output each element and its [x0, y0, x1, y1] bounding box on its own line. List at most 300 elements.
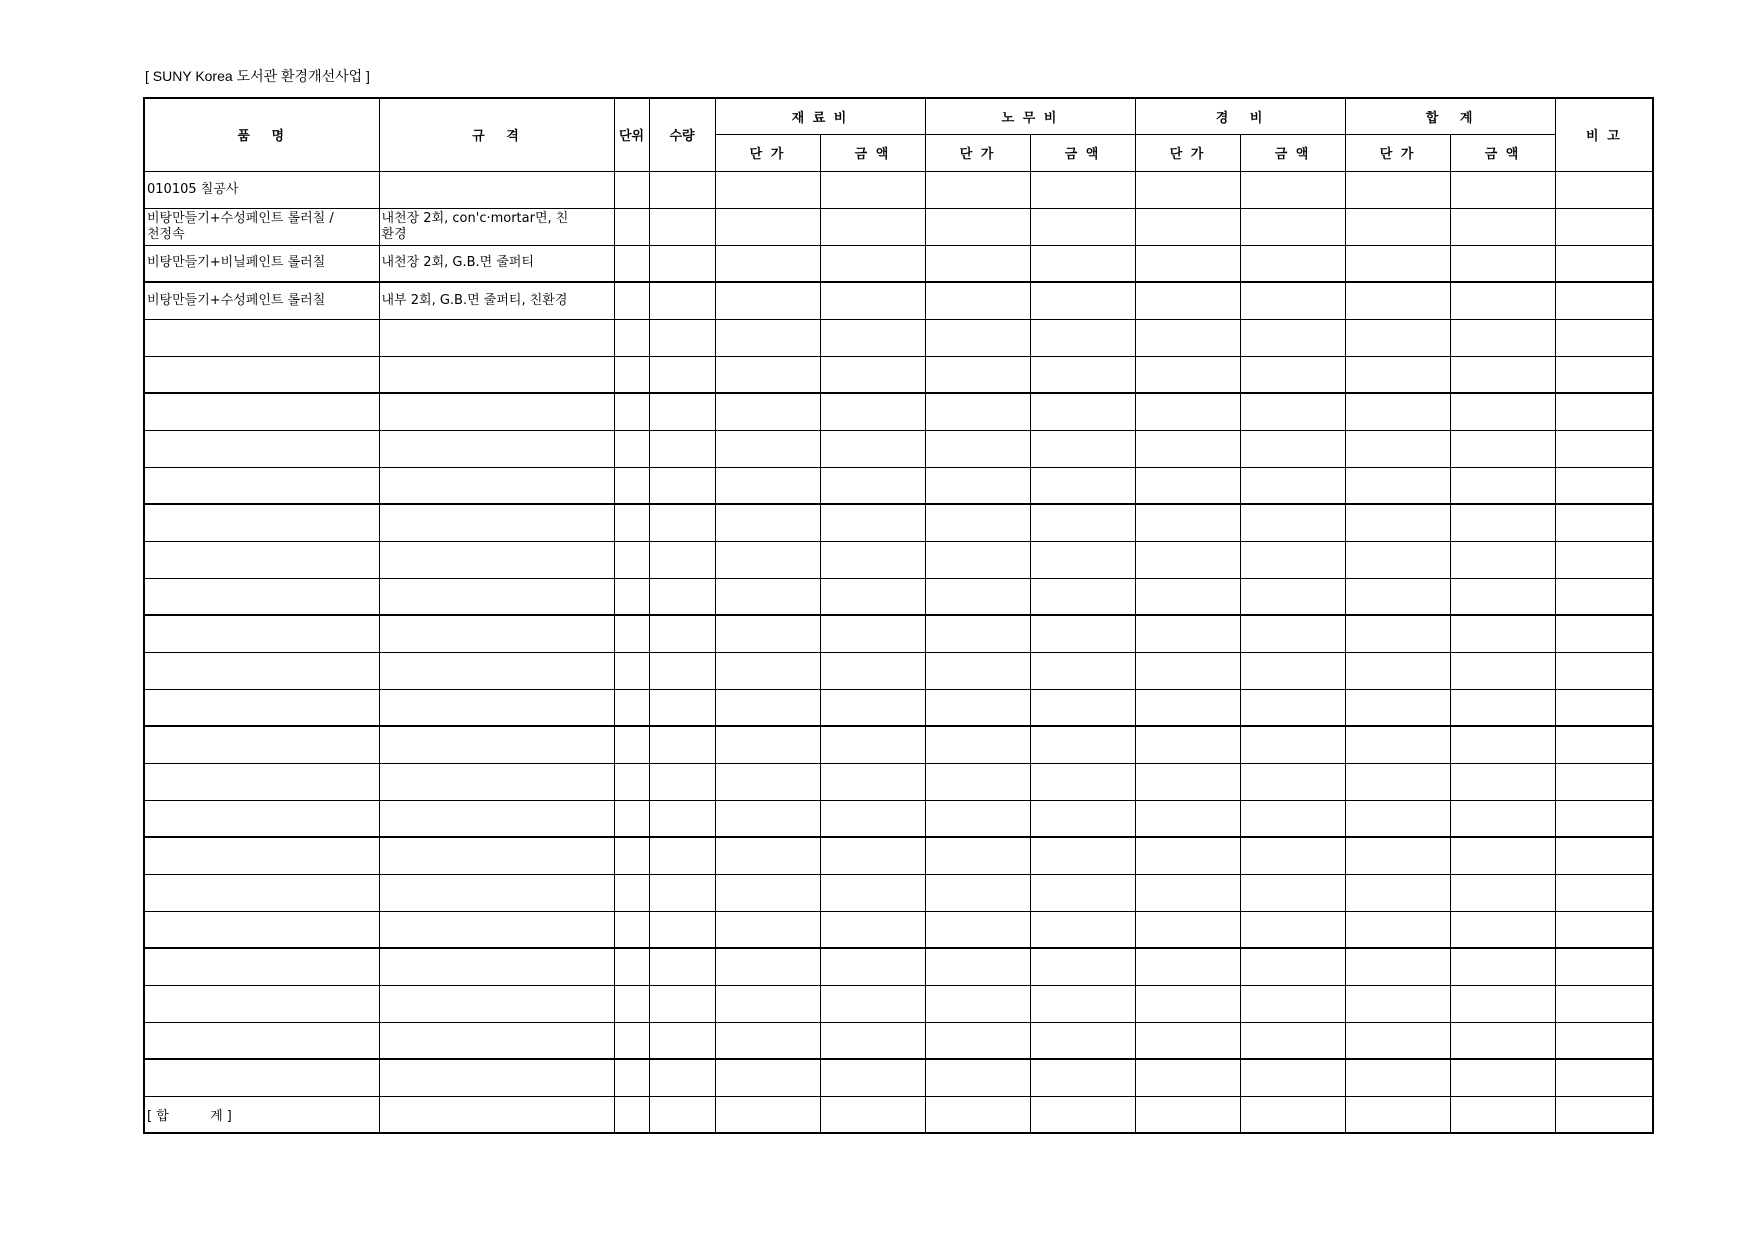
material-amount-cell: [820, 689, 925, 726]
item-cell: [144, 874, 379, 911]
total-unit-price-cell: [1345, 282, 1450, 319]
remarks-cell: [1555, 1022, 1653, 1059]
total-amount-cell: [1450, 985, 1555, 1022]
table-row: [144, 578, 1653, 615]
labor-unit-price-cell: [925, 1022, 1030, 1059]
material-amount-cell: [820, 837, 925, 874]
total-amount-cell: [1450, 430, 1555, 467]
item-cell: [144, 356, 379, 393]
remarks-cell: [1555, 874, 1653, 911]
spec-cell: [379, 726, 614, 763]
item-cell: [144, 467, 379, 504]
spec-cell: [379, 874, 614, 911]
labor-amount-cell: [1030, 319, 1135, 356]
expense-unit-price-cell: [1135, 319, 1240, 356]
total-unit-price-cell: [1345, 985, 1450, 1022]
labor-unit-price-cell: [925, 467, 1030, 504]
spec-cell: [379, 837, 614, 874]
total-unit-price-cell: [1345, 911, 1450, 948]
spec-cell: 내천장 2회, G.B.면 줄퍼티: [379, 245, 614, 282]
material-unit-price-cell: [715, 800, 820, 837]
spec-cell: [379, 356, 614, 393]
material-amount-cell: [820, 726, 925, 763]
item-cell: [144, 837, 379, 874]
material-amount-cell: [820, 911, 925, 948]
expense-amount-cell: [1240, 652, 1345, 689]
table-row: [144, 393, 1653, 430]
spec-cell: [379, 1059, 614, 1096]
labor-amount-cell: [1030, 541, 1135, 578]
spec-cell: [379, 1022, 614, 1059]
labor-amount-cell: [1030, 430, 1135, 467]
total-unit-price-cell: [1345, 837, 1450, 874]
header-qty: 수량: [649, 98, 715, 171]
expense-amount-cell: [1240, 763, 1345, 800]
expense-unit-price-cell: [1135, 393, 1240, 430]
labor-amount-cell: [1030, 874, 1135, 911]
labor-unit-price-cell: [925, 948, 1030, 985]
table-row: [144, 282, 1653, 319]
spec-cell: [379, 911, 614, 948]
expense-unit-price-cell: [1135, 689, 1240, 726]
total-amount-cell: [1450, 245, 1555, 282]
expense-amount-cell: [1240, 467, 1345, 504]
material-unit-price-cell: [715, 1059, 820, 1096]
expense-unit-price-cell: [1135, 985, 1240, 1022]
material-amount-cell: [820, 356, 925, 393]
total-amount-cell: [1450, 319, 1555, 356]
header-material-amount: 금 액: [820, 134, 925, 171]
qty-cell: [649, 245, 715, 282]
labor-amount-cell: [1030, 726, 1135, 763]
expense-unit-price-cell: [1135, 208, 1240, 245]
qty-cell: [649, 208, 715, 245]
item-cell: 010105 칠공사: [144, 171, 379, 208]
table-row: [144, 245, 1653, 282]
expense-unit-price-cell: [1135, 245, 1240, 282]
material-unit-price-cell: [715, 726, 820, 763]
total-amount-cell: [1450, 763, 1555, 800]
spec-cell: [379, 948, 614, 985]
labor-unit-price-cell: [925, 615, 1030, 652]
material-unit-price-cell: [715, 763, 820, 800]
remarks-cell: [1555, 615, 1653, 652]
remarks-cell: [1555, 948, 1653, 985]
qty-cell: [649, 726, 715, 763]
summary-row: [144, 1096, 1653, 1133]
header-spec: 규 격: [379, 98, 614, 171]
remarks-cell: [1555, 467, 1653, 504]
table-row: [144, 171, 1653, 208]
labor-unit-price-cell: [925, 1059, 1030, 1096]
total-amount-cell: [1450, 356, 1555, 393]
total-unit-price-cell: [1345, 393, 1450, 430]
expense-amount-cell: [1240, 393, 1345, 430]
total-amount-cell: [1450, 726, 1555, 763]
labor-unit-price-cell: [925, 874, 1030, 911]
material-amount-cell: [820, 504, 925, 541]
expense-unit-price-cell: [1135, 837, 1240, 874]
spec-cell: [379, 319, 614, 356]
remarks-cell: [1555, 430, 1653, 467]
item-cell: 비탕만들기+수성페인트 롤러칠: [144, 282, 379, 319]
expense-amount-cell: [1240, 282, 1345, 319]
unit-cell: [614, 689, 649, 726]
material-amount-cell: [820, 541, 925, 578]
expense-unit-price-cell: [1135, 541, 1240, 578]
material-amount-cell: [820, 763, 925, 800]
table-row: [144, 985, 1653, 1022]
labor-unit-price-cell: [925, 282, 1030, 319]
expense-unit-price-cell: [1135, 1059, 1240, 1096]
material-amount-cell: [820, 430, 925, 467]
qty-cell: [649, 948, 715, 985]
table-row: [144, 652, 1653, 689]
material-amount-cell: [820, 800, 925, 837]
item-cell: [144, 578, 379, 615]
labor-amount-cell: [1030, 689, 1135, 726]
item-cell: 비탕만들기+비닐페인트 롤러칠: [144, 245, 379, 282]
spec-cell: [379, 504, 614, 541]
total-unit-price-cell: [1345, 245, 1450, 282]
qty-cell: [649, 430, 715, 467]
item-cell: [144, 800, 379, 837]
labor-amount-cell: [1030, 1096, 1135, 1133]
item-cell: [144, 763, 379, 800]
qty-cell: [649, 800, 715, 837]
table-row: [144, 615, 1653, 652]
labor-amount-cell: [1030, 504, 1135, 541]
expense-amount-cell: [1240, 615, 1345, 652]
remarks-cell: [1555, 504, 1653, 541]
material-amount-cell: [820, 467, 925, 504]
total-unit-price-cell: [1345, 1059, 1450, 1096]
table-row: [144, 319, 1653, 356]
material-amount-cell: [820, 1059, 925, 1096]
expense-unit-price-cell: [1135, 652, 1240, 689]
remarks-cell: [1555, 208, 1653, 245]
labor-amount-cell: [1030, 171, 1135, 208]
unit-cell: [614, 763, 649, 800]
spec-cell: [379, 615, 614, 652]
total-amount-cell: [1450, 541, 1555, 578]
material-unit-price-cell: [715, 245, 820, 282]
qty-cell: [649, 504, 715, 541]
material-unit-price-cell: [715, 356, 820, 393]
total-unit-price-cell: [1345, 1096, 1450, 1133]
expense-amount-cell: [1240, 504, 1345, 541]
labor-unit-price-cell: [925, 985, 1030, 1022]
header-total-amount: 금 액: [1450, 134, 1555, 171]
remarks-cell: [1555, 800, 1653, 837]
table-row: [144, 1059, 1653, 1096]
spec-cell: [379, 985, 614, 1022]
total-unit-price-cell: [1345, 171, 1450, 208]
table-row: [144, 837, 1653, 874]
qty-cell: [649, 356, 715, 393]
qty-cell: [649, 874, 715, 911]
unit-cell: [614, 1096, 649, 1133]
remarks-cell: [1555, 763, 1653, 800]
header-expense-amount: 금 액: [1240, 134, 1345, 171]
expense-unit-price-cell: [1135, 911, 1240, 948]
qty-cell: [649, 985, 715, 1022]
header-material: 재 료 비: [715, 98, 925, 134]
total-amount-cell: [1450, 1096, 1555, 1133]
material-amount-cell: [820, 208, 925, 245]
total-unit-price-cell: [1345, 874, 1450, 911]
remarks-cell: [1555, 652, 1653, 689]
qty-cell: [649, 763, 715, 800]
expense-unit-price-cell: [1135, 430, 1240, 467]
labor-amount-cell: [1030, 1022, 1135, 1059]
labor-unit-price-cell: [925, 763, 1030, 800]
estimate-table: [143, 97, 1654, 1134]
header-item: 품 명: [144, 98, 379, 171]
expense-unit-price-cell: [1135, 467, 1240, 504]
item-cell: 비탕만들기+수성페인트 롤러칠 / 천정속: [144, 208, 379, 245]
total-amount-cell: [1450, 911, 1555, 948]
qty-cell: [649, 541, 715, 578]
spec-cell: [379, 467, 614, 504]
labor-unit-price-cell: [925, 356, 1030, 393]
material-unit-price-cell: [715, 171, 820, 208]
unit-cell: [614, 541, 649, 578]
unit-cell: [614, 874, 649, 911]
material-unit-price-cell: [715, 208, 820, 245]
labor-unit-price-cell: [925, 800, 1030, 837]
header-remarks: 비 고: [1555, 98, 1653, 171]
item-cell: [144, 319, 379, 356]
total-unit-price-cell: [1345, 356, 1450, 393]
table-row: [144, 726, 1653, 763]
unit-cell: [614, 208, 649, 245]
expense-amount-cell: [1240, 1059, 1345, 1096]
table-row: [144, 800, 1653, 837]
labor-amount-cell: [1030, 467, 1135, 504]
remarks-cell: [1555, 541, 1653, 578]
labor-unit-price-cell: [925, 245, 1030, 282]
expense-unit-price-cell: [1135, 763, 1240, 800]
unit-cell: [614, 393, 649, 430]
total-amount-cell: [1450, 171, 1555, 208]
table-row: [144, 763, 1653, 800]
unit-cell: [614, 578, 649, 615]
labor-unit-price-cell: [925, 578, 1030, 615]
material-amount-cell: [820, 615, 925, 652]
labor-unit-price-cell: [925, 208, 1030, 245]
unit-cell: [614, 800, 649, 837]
item-cell: [144, 652, 379, 689]
total-unit-price-cell: [1345, 726, 1450, 763]
unit-cell: [614, 1059, 649, 1096]
spec-cell: [379, 652, 614, 689]
labor-unit-price-cell: [925, 837, 1030, 874]
labor-unit-price-cell: [925, 171, 1030, 208]
material-unit-price-cell: [715, 578, 820, 615]
remarks-cell: [1555, 245, 1653, 282]
table-row: [144, 911, 1653, 948]
qty-cell: [649, 319, 715, 356]
table-row: [144, 467, 1653, 504]
material-unit-price-cell: [715, 985, 820, 1022]
material-amount-cell: [820, 578, 925, 615]
qty-cell: [649, 1022, 715, 1059]
expense-unit-price-cell: [1135, 800, 1240, 837]
remarks-cell: [1555, 689, 1653, 726]
qty-cell: [649, 282, 715, 319]
labor-amount-cell: [1030, 208, 1135, 245]
expense-unit-price-cell: [1135, 578, 1240, 615]
expense-unit-price-cell: [1135, 282, 1240, 319]
material-unit-price-cell: [715, 652, 820, 689]
unit-cell: [614, 282, 649, 319]
total-unit-price-cell: [1345, 430, 1450, 467]
total-unit-price-cell: [1345, 689, 1450, 726]
remarks-cell: [1555, 356, 1653, 393]
material-unit-price-cell: [715, 541, 820, 578]
header-unit: 단위: [614, 98, 649, 171]
total-unit-price-cell: [1345, 467, 1450, 504]
qty-cell: [649, 837, 715, 874]
material-amount-cell: [820, 319, 925, 356]
header-total-unit-price: 단 가: [1345, 134, 1450, 171]
expense-amount-cell: [1240, 800, 1345, 837]
material-unit-price-cell: [715, 1022, 820, 1059]
labor-amount-cell: [1030, 948, 1135, 985]
qty-cell: [649, 652, 715, 689]
total-amount-cell: [1450, 282, 1555, 319]
labor-amount-cell: [1030, 985, 1135, 1022]
expense-unit-price-cell: [1135, 504, 1240, 541]
item-cell: [144, 985, 379, 1022]
item-cell: [144, 1022, 379, 1059]
qty-cell: [649, 171, 715, 208]
material-unit-price-cell: [715, 467, 820, 504]
labor-amount-cell: [1030, 763, 1135, 800]
table-row: [144, 430, 1653, 467]
labor-amount-cell: [1030, 578, 1135, 615]
unit-cell: [614, 356, 649, 393]
remarks-cell: [1555, 578, 1653, 615]
unit-cell: [614, 911, 649, 948]
qty-cell: [649, 615, 715, 652]
table-row: [144, 541, 1653, 578]
total-unit-price-cell: [1345, 578, 1450, 615]
total-amount-cell: [1450, 615, 1555, 652]
header-expense: 경 비: [1135, 98, 1345, 134]
expense-amount-cell: [1240, 1096, 1345, 1133]
expense-amount-cell: [1240, 948, 1345, 985]
material-unit-price-cell: [715, 504, 820, 541]
remarks-cell: [1555, 393, 1653, 430]
header-material-unit-price: 단 가: [715, 134, 820, 171]
spec-cell: 내부 2회, G.B.면 줄퍼티, 친환경: [379, 282, 614, 319]
spec-cell: [379, 578, 614, 615]
material-amount-cell: [820, 282, 925, 319]
total-amount-cell: [1450, 1022, 1555, 1059]
expense-amount-cell: [1240, 578, 1345, 615]
spec-cell: [379, 800, 614, 837]
header-expense-unit-price: 단 가: [1135, 134, 1240, 171]
material-amount-cell: [820, 874, 925, 911]
spec-cell: [379, 689, 614, 726]
remarks-cell: [1555, 171, 1653, 208]
total-amount-cell: [1450, 652, 1555, 689]
total-unit-price-cell: [1345, 652, 1450, 689]
expense-unit-price-cell: [1135, 1096, 1240, 1133]
unit-cell: [614, 245, 649, 282]
qty-cell: [649, 689, 715, 726]
spec-cell: [379, 1096, 614, 1133]
total-amount-cell: [1450, 837, 1555, 874]
labor-amount-cell: [1030, 652, 1135, 689]
unit-cell: [614, 171, 649, 208]
remarks-cell: [1555, 1096, 1653, 1133]
material-amount-cell: [820, 985, 925, 1022]
expense-unit-price-cell: [1135, 726, 1240, 763]
expense-amount-cell: [1240, 1022, 1345, 1059]
unit-cell: [614, 726, 649, 763]
material-unit-price-cell: [715, 689, 820, 726]
expense-unit-price-cell: [1135, 874, 1240, 911]
spec-cell: [379, 430, 614, 467]
labor-unit-price-cell: [925, 541, 1030, 578]
header-labor-amount: 금 액: [1030, 134, 1135, 171]
labor-unit-price-cell: [925, 726, 1030, 763]
labor-unit-price-cell: [925, 393, 1030, 430]
expense-unit-price-cell: [1135, 356, 1240, 393]
table-row: [144, 689, 1653, 726]
total-unit-price-cell: [1345, 763, 1450, 800]
header-labor: 노 무 비: [925, 98, 1135, 134]
total-amount-cell: [1450, 948, 1555, 985]
remarks-cell: [1555, 911, 1653, 948]
document-title: [ SUNY Korea 도서관 환경개선사업 ]: [145, 68, 370, 84]
table-row: [144, 948, 1653, 985]
labor-amount-cell: [1030, 282, 1135, 319]
item-cell: [ 합 계 ]: [144, 1096, 379, 1133]
total-amount-cell: [1450, 393, 1555, 430]
labor-unit-price-cell: [925, 1096, 1030, 1133]
total-unit-price-cell: [1345, 208, 1450, 245]
labor-amount-cell: [1030, 245, 1135, 282]
item-cell: [144, 430, 379, 467]
expense-unit-price-cell: [1135, 948, 1240, 985]
item-cell: [144, 615, 379, 652]
item-cell: [144, 948, 379, 985]
expense-amount-cell: [1240, 837, 1345, 874]
expense-unit-price-cell: [1135, 615, 1240, 652]
total-unit-price-cell: [1345, 541, 1450, 578]
unit-cell: [614, 319, 649, 356]
labor-amount-cell: [1030, 1059, 1135, 1096]
table-row: [144, 356, 1653, 393]
expense-amount-cell: [1240, 356, 1345, 393]
total-unit-price-cell: [1345, 948, 1450, 985]
spec-cell: [379, 541, 614, 578]
labor-amount-cell: [1030, 800, 1135, 837]
total-unit-price-cell: [1345, 319, 1450, 356]
total-amount-cell: [1450, 208, 1555, 245]
table-row: [144, 208, 1653, 245]
unit-cell: [614, 948, 649, 985]
expense-amount-cell: [1240, 208, 1345, 245]
labor-unit-price-cell: [925, 689, 1030, 726]
material-amount-cell: [820, 652, 925, 689]
labor-unit-price-cell: [925, 911, 1030, 948]
expense-amount-cell: [1240, 689, 1345, 726]
